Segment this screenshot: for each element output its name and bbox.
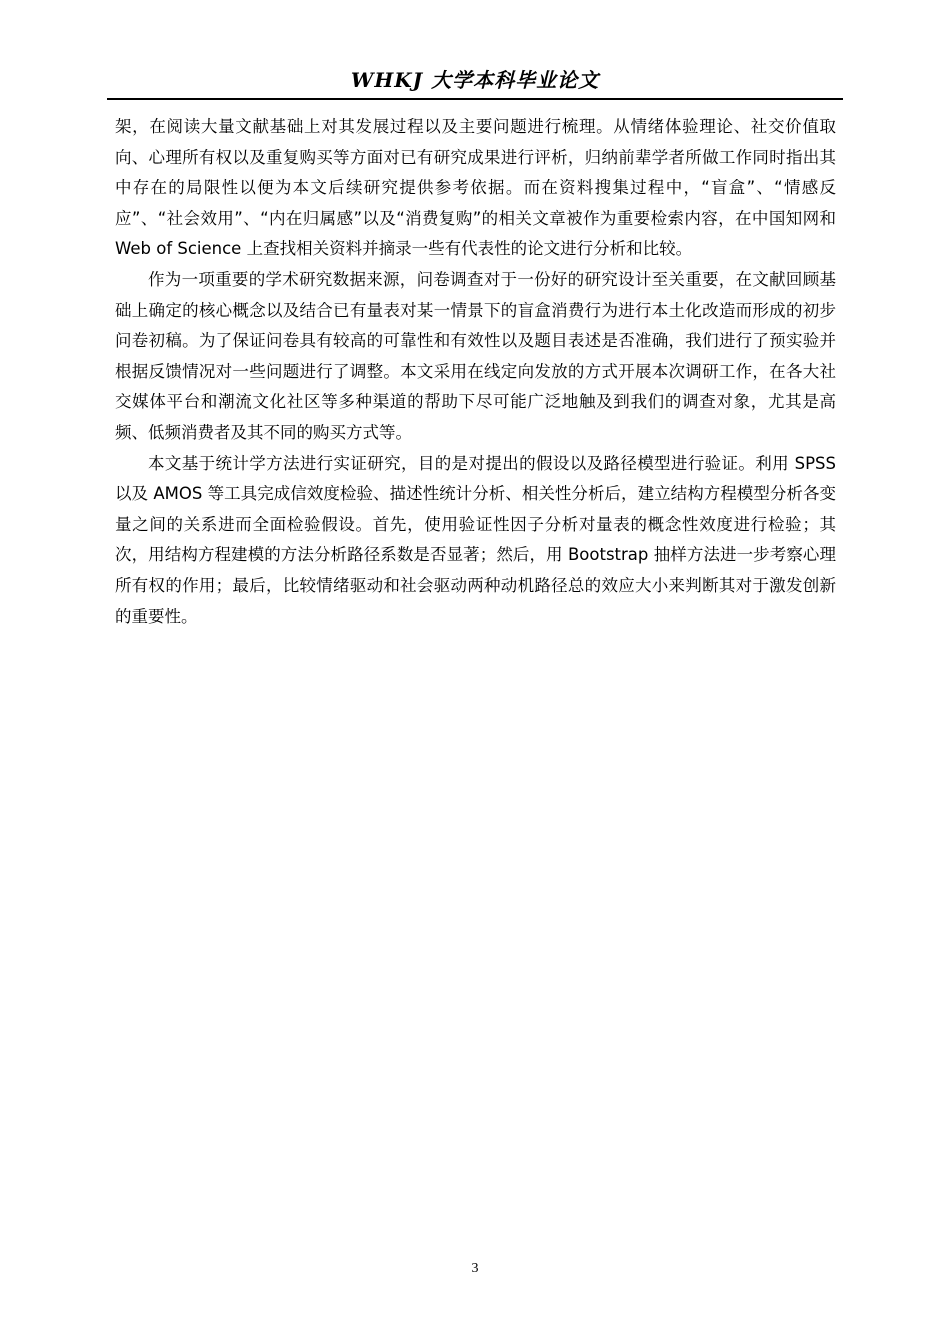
header-rule bbox=[107, 98, 843, 100]
paragraph-continued: 架，在阅读大量文献基础上对其发展过程以及主要问题进行梳理。从情绪体验理论、社交价值取向、心理所有权以及重复购买等方面对已有研究成果进行评析，归纳前辈学者所做工作同时指出其中存在的局限性以便为本文后续研究提供参考依据。而在资料搜集过程中，“盲盒”、“情感反应”、“社会效用”、“内在归属感”以及“消费复购”的相关文章被作为重要检索内容，在中国知网和 Web of Science 上查找相关资料并摘录一些有代表性的论文进行分析和比较。 bbox=[115, 117, 836, 259]
header-title: WHKJ 大学本科毕业论文 bbox=[350, 68, 600, 92]
page-number: 3 bbox=[471, 1261, 479, 1276]
paragraph-methods: 本文基于统计学方法进行实证研究，目的是对提出的假设以及路径模型进行验证。利用 SPSS 以及 AMOS 等工具完成信效度检验、描述性统计分析、相关性分析后，建立结构方程模型分析各变量之间的关系进而全面检验假设。首先，使用验证性因子分析对量表的概念性效度进行检验；其次，用结构方程建模的方法分析路径系数是否显著；然后，用 Bootstrap 抽样方法进一步考察心理所有权的作用；最后，比较情绪驱动和社会驱动两种动机路径总的效应大小来判断其对于激发创新的重要性。 bbox=[115, 453, 836, 626]
page-header bbox=[107, 66, 843, 98]
paragraph-questionnaire: 作为一项重要的学术研究数据来源，问卷调查对于一份好的研究设计至关重要，在文献回顾基础上确定的核心概念以及结合已有量表对某一情景下的盲盒消费行为进行本土化改造而形成的初步问卷初稿。为了保证问卷具有较高的可靠性和有效性以及题目表述是否准确，我们进行了预实验并根据反馈情况对一些问题进行了调整。本文采用在线定向发放的方式开展本次调研工作，在各大社交媒体平台和潮流文化社区等多种渠道的帮助下尽可能广泛地触及到我们的调查对象，尤其是高频、低频消费者及其不同的购买方式等。 bbox=[115, 269, 836, 442]
body-text bbox=[115, 112, 836, 632]
